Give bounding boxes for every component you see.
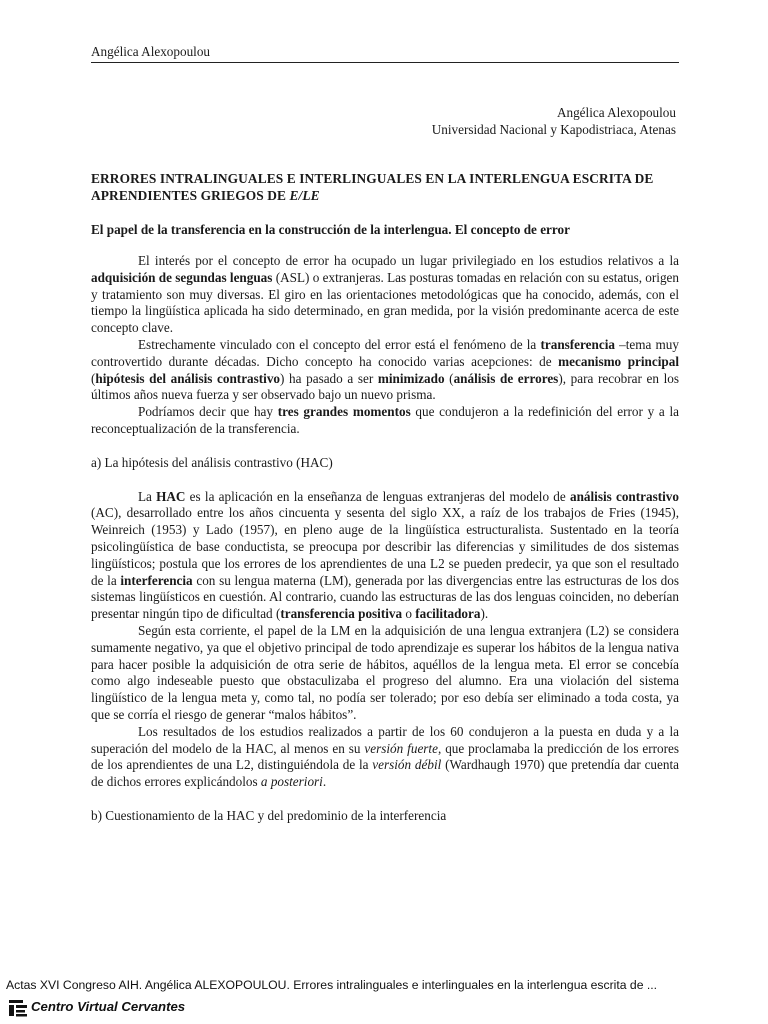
title-main: ERRORES INTRALINGUALES E INTERLINGUALES EN LA INTERLENGUA ESCRITA DE APRENDIENTES GRIEGOS DE [91, 171, 654, 203]
paragraph-6: Los resultados de los estudios realizados a partir de los 60 condujeron a la puesta en duda y a la superación del modelo de la HAC, al menos en su versión fuerte, que proclamaba la predicción de los errores de los aprendientes de una L2, distinguiéndola de la versión débil (Wardhaugh 1970) que pretendía dar cuenta de dichos errores explicándolos a posteriori. [91, 723, 679, 790]
paragraph-3: Podríamos decir que hay tres grandes momentos que condujeron a la redefinición del error y a la reconceptualización de la transferencia. [91, 404, 679, 436]
cervantes-logo-icon [7, 999, 29, 1017]
paragraph-4: La HAC es la aplicación en la enseñanza de lenguas extranjeras del modelo de análisis contrastivo (AC), desarrollado entre los años cincuenta y sesenta del siglo XX, a raíz de los trabajos de Fries (1945), Weinreich (1953) y Lado (1957), en pleno auge de la lingüística estructuralista. Sustentado en la teoría psicolingüística de base conductista, se preocupa por describir las diferencias y similitudes de dos sistemas lingüísticos; postula que los errores de los aprendientes de una L2 se pueden predecir, ya que son el resultado de la interferencia con su lengua materna (LM), generada por las divergencias entre las estructuras de los dos sistemas lingüísticos en cuestión. Al contrario, cuando las estructuras de las dos lenguas coinciden, no deberían presentar ningún tipo de dificultad (transferencia positiva o facilitadora). [91, 488, 680, 622]
footer [0, 970, 768, 1024]
paper-title [91, 170, 679, 204]
section-heading-a: a) La hipótesis del análisis contrastivo (HAC) [91, 454, 333, 470]
paragraph-5: Según esta corriente, el papel de la LM en la adquisición de una lengua extranjera (L2) se considera sumamente negativo, ya que el objetivo principal de todo aprendizaje es superar los hábitos de la lengua nativa para hacer posible la adquisición de otra serie de hábitos, aquéllos de la lengua meta. El error se concebía como algo indeseable puesto que obstaculizaba el progreso del alumno. Era una violación del sistema lingüístico de la lengua meta y, como tal, no podía ser tolerado; por eso debía ser eliminado a toda costa, ya que se corría el riesgo de generar “malos hábitos”. [91, 622, 679, 722]
centro-virtual-cervantes-brand[interactable]: Centro Virtual Cervantes [31, 999, 186, 1014]
paragraph-1: El interés por el concepto de error ha ocupado un lugar privilegiado en los estudios relativos a la adquisición de segundas lenguas (ASL) o extranjeras. Las posturas tomadas en relación con su estatus, origen y tratamiento son muy diversas. El giro en las orientaciones metodológicas que ha conocido, además, con el tiempo la lingüística aplicada ha sido determinado, en gran medida, por la visión predominante acerca de este concepto clave. [91, 253, 679, 336]
section-heading-b: b) Cuestionamiento de la HAC y del predominio de la interferencia [91, 807, 447, 823]
body-text [91, 253, 679, 825]
running-header: Angélica Alexopoulou [91, 44, 211, 59]
author-affiliation: Universidad Nacional y Kapodistriaca, Atenas [431, 122, 676, 137]
paragraph-2: Estrechamente vinculado con el concepto del error está el fenómeno de la transferencia –tema muy controvertido durante décadas. Dicho concepto ha conocido varias acepciones: de mecanismo principal (hipótesis del análisis contrastivo) ha pasado a ser minimizado (análisis de errores), para recobrar en los últimos años nueva fuerza y ser observado bajo un nuevo prisma. [91, 336, 679, 403]
title-italic: E/LE [289, 188, 320, 203]
section-subtitle: El papel de la transferencia en la construcción de la interlengua. El concepto de error [91, 222, 570, 237]
header-rule [91, 62, 679, 63]
author-name: Angélica Alexopoulou [556, 105, 676, 120]
footer-citation[interactable]: Actas XVI Congreso AIH. Angélica ALEXOPOULOU. Errores intralinguales e interlinguales en la interlengua escrita de ... [6, 978, 658, 992]
